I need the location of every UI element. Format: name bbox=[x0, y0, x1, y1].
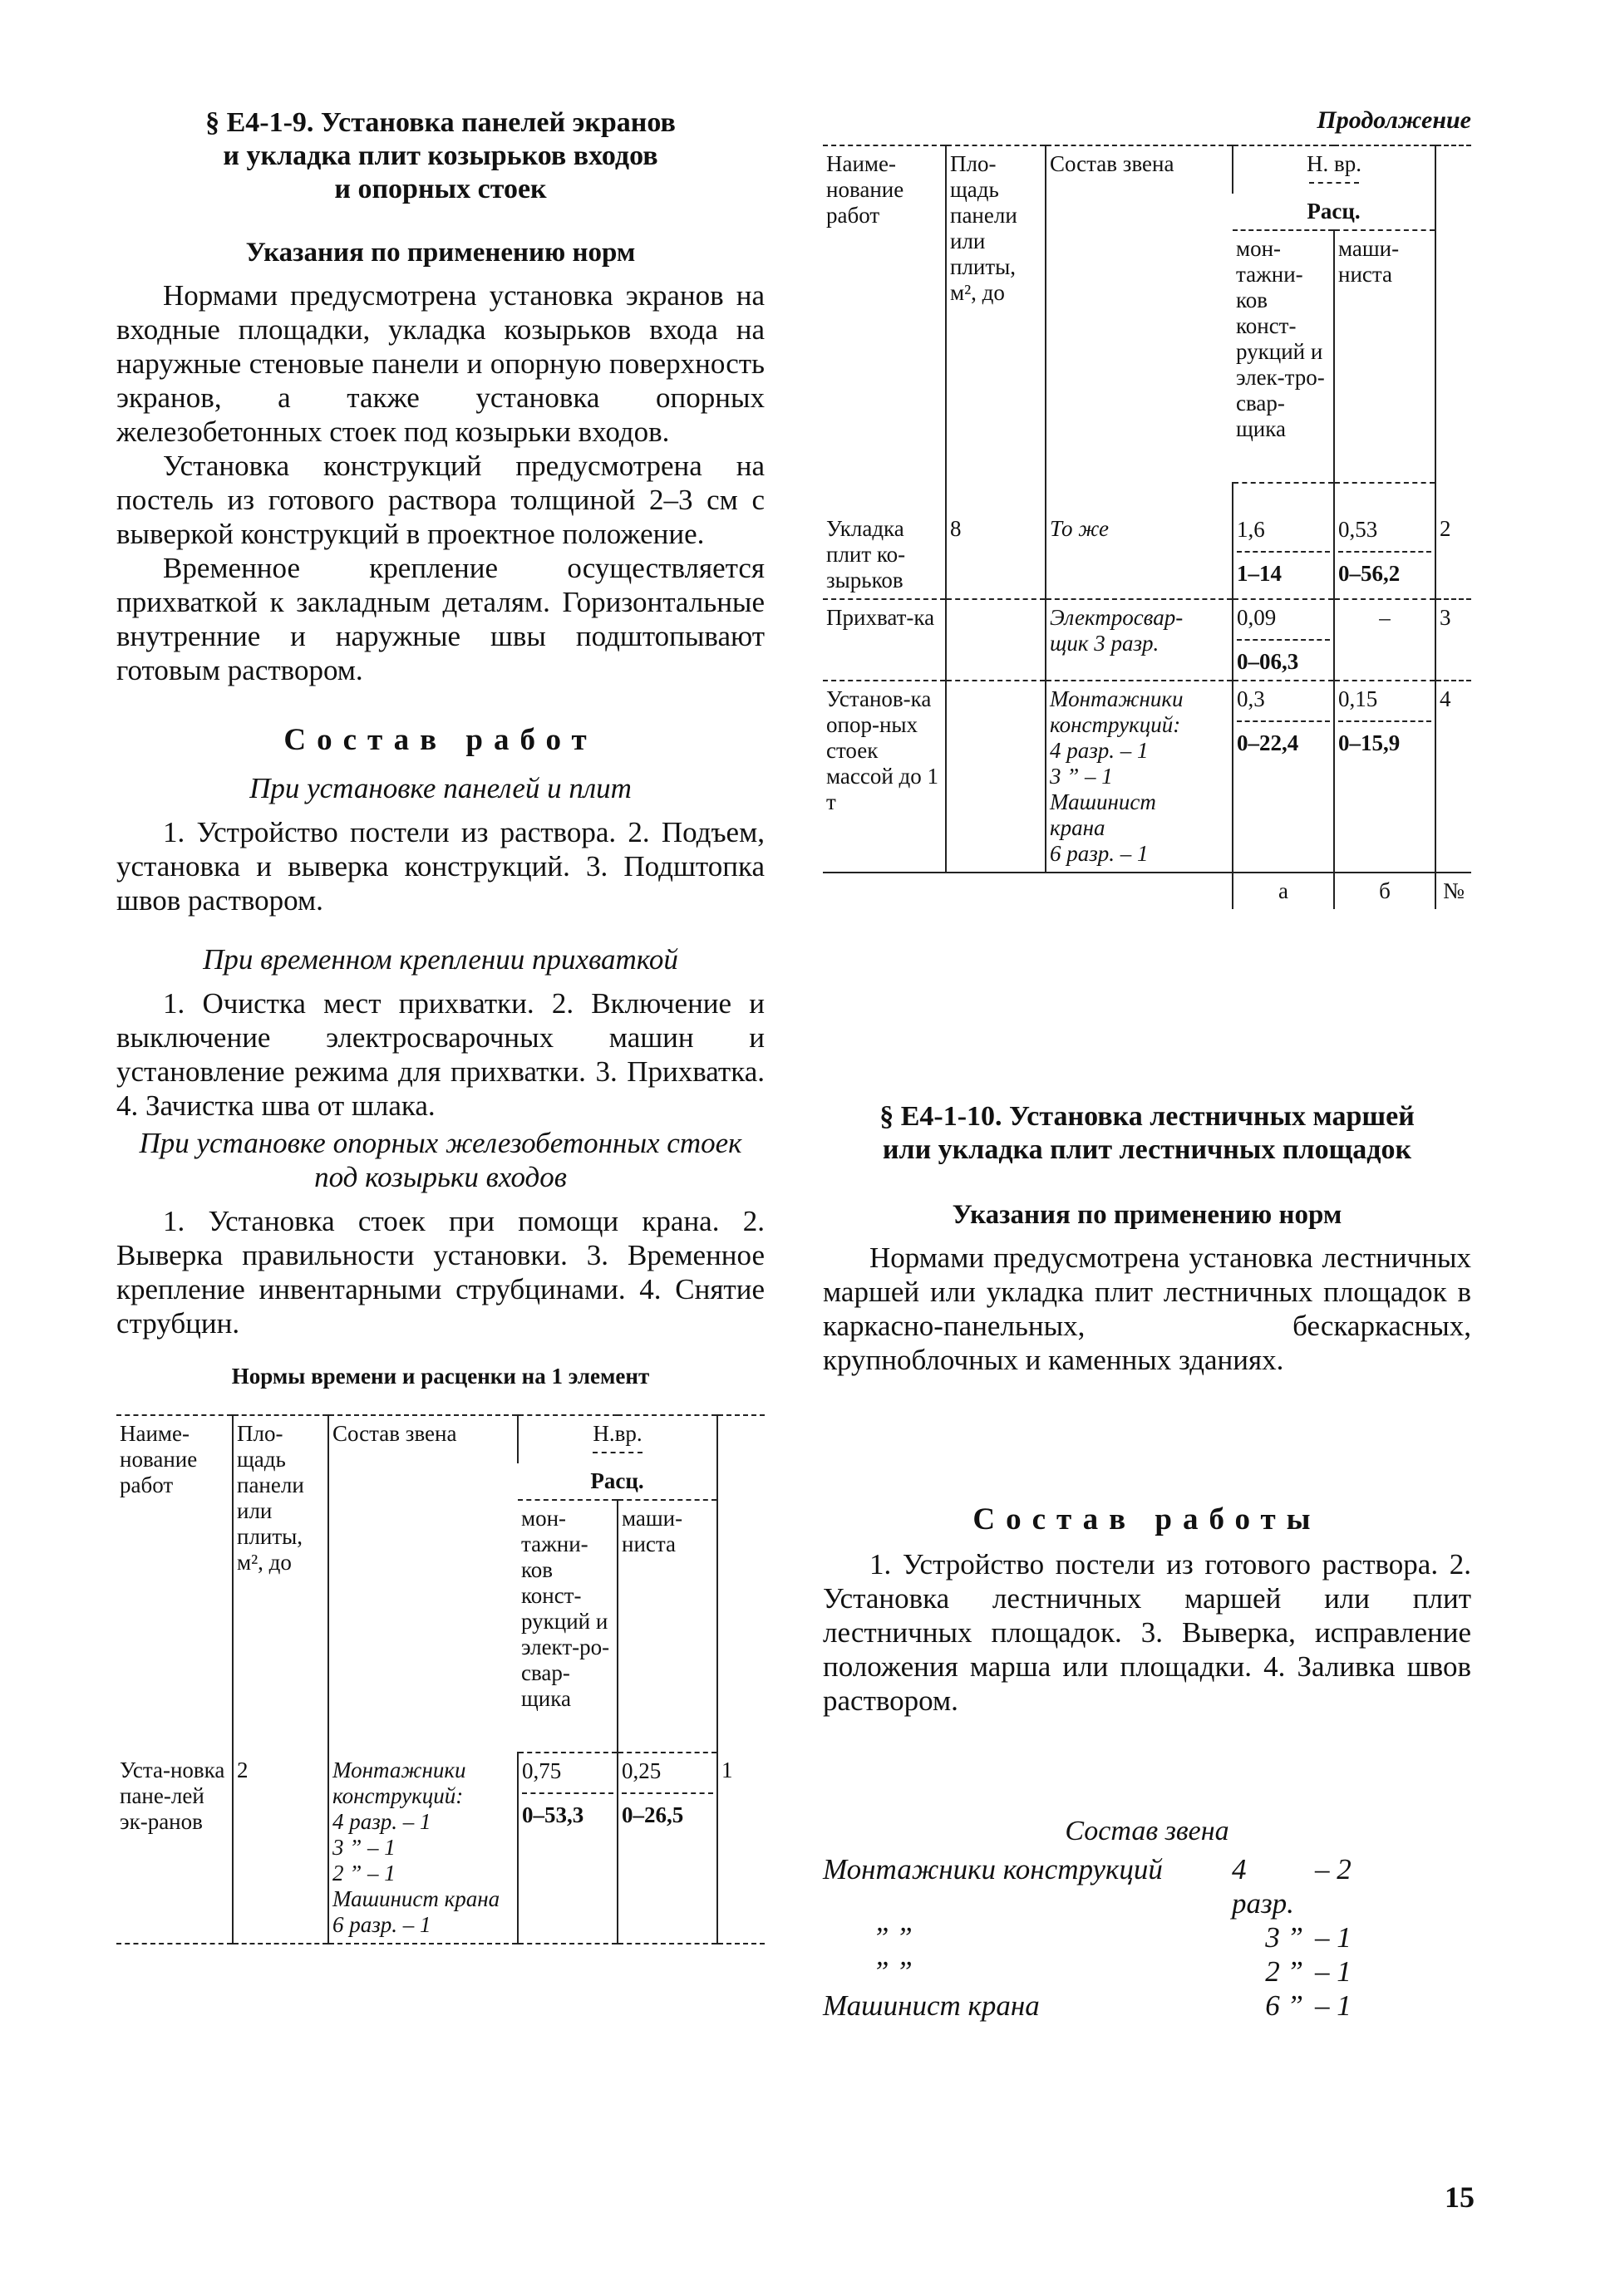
section-title-line: и опорных стоек bbox=[334, 174, 547, 204]
work-group-title: При установке панелей и плит bbox=[249, 772, 632, 804]
header-norm: Н.вр. bbox=[518, 1415, 717, 1463]
row-num: 1 bbox=[717, 1753, 765, 1944]
page-number: 15 bbox=[1445, 2180, 1475, 2214]
crew-heading: Состав звена bbox=[1065, 1816, 1229, 1846]
section-title-line: или укладка плит лестничных площадок bbox=[882, 1134, 1412, 1165]
table-header-row: Наиме-нование работ Пло-щадь панели или плиты, м², до Состав звена Н. вр. bbox=[823, 145, 1471, 194]
work-heading: Состав работ bbox=[283, 723, 598, 757]
row-inst: 0,75 0–53,3 bbox=[518, 1753, 618, 1944]
table-header-row bbox=[116, 1415, 765, 1463]
work-heading: Состав работы bbox=[972, 1502, 1322, 1536]
section-title-line: и укладка плит козырьков входов bbox=[223, 140, 658, 171]
work-group-text: 1. Установка стоек при помощи крана. 2. Выверка правильности установки. 3. Временное крепление инвентарными струбцинами. 4. Снятие струбцин. bbox=[116, 1205, 765, 1340]
row-crew: Монтажники конструкций: 4 разр. – 1 3 ” – 1 2 ” – 1 Машинист крана 6 разр. – 1 bbox=[328, 1753, 518, 1944]
guidelines-heading: Указания по применению норм bbox=[245, 238, 636, 268]
header-price: Расц. bbox=[518, 1463, 717, 1500]
row-area: 2 bbox=[233, 1753, 328, 1944]
guidelines-heading: Указания по применению норм bbox=[952, 1200, 1342, 1230]
crew-row: Машинист крана 6 ” – 1 bbox=[823, 1989, 1352, 2022]
table-row bbox=[116, 1753, 765, 1944]
work-group-text: 1. Устройство постели из раствора. 2. Подъем, установка и выверка конструкций. 3. Подштопка швов раствором. bbox=[116, 816, 765, 917]
norms-table-continued: Наиме-нование работ Пло-щадь панели или плиты, м², до Состав звена Н. вр. Расц. мон-тажни-ков конст-рукций и элек-тро-свар-щика маши-ниста Укладка плит ко-зырьков 8 То же 1,6 1–14 0,53 0–56,2 2 Прихват-ка Электросвар- щик 3 разр. 0,09 0–06,3 – 3 Установ-ка опор-ных стоек массой до 1 т Монтажники конструкций: 4 разр. – 1 3 ” – 1 Машинист крана 6 разр. – 1 0,3 0–22,4 0,15 0–15,9 4 а б № bbox=[823, 145, 1471, 909]
norms-table bbox=[116, 1414, 765, 1944]
crew-row: ” ” 3 ” – 1 bbox=[873, 1921, 1352, 1954]
continuation-label: Продолжение bbox=[1317, 106, 1471, 134]
work-group-text: 1. Очистка мест прихватки. 2. Включение и выключение электросварочных машин и установление режима для прихватки. 3. Прихватка. 4. Зачистка шва от шлака. bbox=[116, 987, 765, 1122]
paragraph: Временное крепление осуществляется прихваткой к закладным деталям. Горизонтальные внутренние и наружные швы подштопывают готовым раствором. bbox=[116, 552, 765, 686]
crew-row: Монтажники конструкций 4 разр. – 2 bbox=[823, 1853, 1352, 1920]
left-column bbox=[116, 106, 765, 1944]
table-row: Прихват-ка Электросвар- щик 3 разр. 0,09 0–06,3 – 3 bbox=[823, 599, 1471, 681]
header-operator: маши-ниста bbox=[618, 1500, 717, 1753]
work-group-title: При временном креплении прихваткой bbox=[203, 943, 678, 976]
header-crew: Состав звена bbox=[328, 1415, 518, 1753]
table-caption: Нормы времени и расценки на 1 элемент bbox=[231, 1364, 650, 1389]
work-group-title: При установке опорных железобетонных стоек под козырьки входов bbox=[139, 1127, 742, 1193]
crew-row: ” ” 2 ” – 1 bbox=[873, 1955, 1352, 1988]
header-area: Пло-щадь панели или плиты, м², до bbox=[233, 1415, 328, 1753]
table-footer-row: а б № bbox=[823, 873, 1471, 909]
paragraph: Нормами предусмотрена установка лестничных маршей или укладка плит лестничных площадок в каркасно-панельных, бескаркасных, крупноблочных и каменных зданиях. bbox=[823, 1241, 1471, 1376]
work-text: 1. Устройство постели из готового раствора. 2. Установка лестничных маршей или плит лестничных площадок. 3. Выверка, исправление положения марша или площадки. 4. Заливка швов раствором. bbox=[823, 1548, 1471, 1717]
section-title-line: § Е4-1-9. Установка панелей экранов bbox=[205, 107, 676, 138]
paragraph: Нормами предусмотрена установка экранов на входные площадки, укладка козырьков входа на наружные стеновые панели и опорную поверхность экранов, а также установка опорных железобетонных стоек под козырьки входов. bbox=[116, 279, 765, 448]
paragraph: Установка конструкций предусмотрена на постель из готового раствора толщиной 2–3 см с выверкой конструкций в проектное положение. bbox=[116, 450, 765, 550]
section-title-line: § Е4-1-10. Установка лестничных маршей bbox=[879, 1101, 1415, 1132]
header-installers: мон-тажни-ков конст-рукций и элект-ро-свар-щика bbox=[518, 1500, 618, 1753]
row-name: Уста-новка пане-лей эк-ранов bbox=[116, 1753, 233, 1944]
row-op: 0,25 0–26,5 bbox=[618, 1753, 717, 1944]
table-row: Укладка плит ко-зырьков 8 То же 1,6 1–14 0,53 0–56,2 2 bbox=[823, 483, 1471, 599]
table-row: Установ-ка опор-ных стоек массой до 1 т Монтажники конструкций: 4 разр. – 1 3 ” – 1 Машинист крана 6 разр. – 1 0,3 0–22,4 0,15 0–15,9 4 bbox=[823, 681, 1471, 873]
right-column bbox=[823, 106, 1471, 2023]
header-name: Наиме-нование работ bbox=[116, 1415, 233, 1753]
